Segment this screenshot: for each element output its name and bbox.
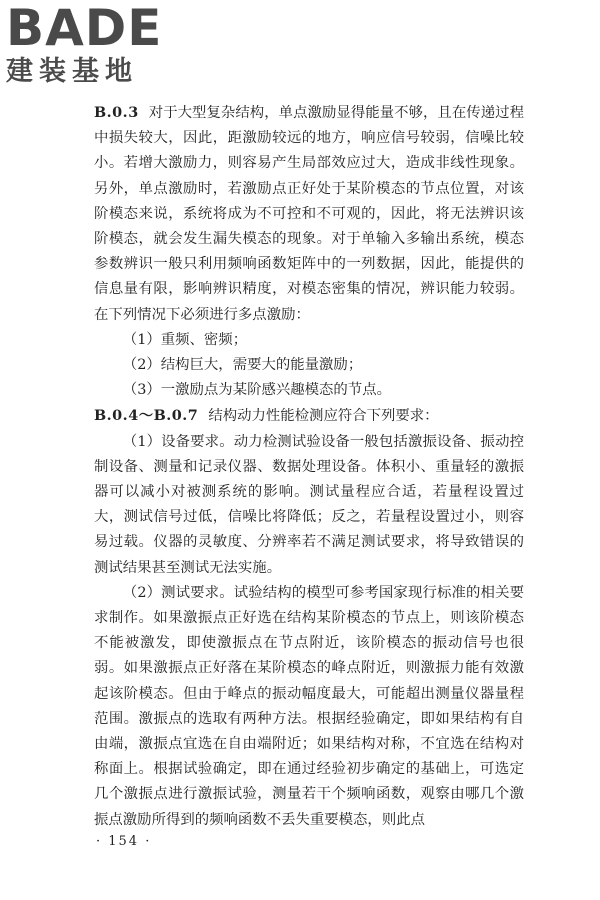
clause-number: B.0.3 [94, 104, 139, 121]
logo-subtitle: 建装基地 [6, 56, 138, 87]
paragraph: （1）设备要求。动力检测试验设备一般包括激振设备、振动控制设备、测量和记录仪器、数据处理设备。体积小、重量轻的激振器可以减小对被测系统的影响。测试量程应合适，若量程设置过大，测试信号过低，信噪比将降低；反之，若量程设置过小，则容易过载。仪器的灵敏度、分辨率若不满足测试要求，将导致错误的测试结果甚至测试无法实施。 [94, 433, 524, 576]
list-item: （1）重频、密频； [122, 331, 248, 348]
clause-number: B.0.4～B.0.7 [94, 407, 199, 425]
body-text [94, 100, 524, 833]
clause-text: 对于大型复杂结构，单点激励显得能量不够，且在传递过程中损失较大，因此，距激励较远的地方，响应信号较弱，信噪比较小。若增大激励力，则容易产生局部效应过大，造成非线性现象。另外，单点激励时，若激励点正好处于某阶模态的节点位置，对该阶模态来说，系统将成为不可控和不可观的，因此，将无法辨识该阶模态，就会发生漏失模态的现象。对于单输入多输出系统，模态参数辨识一般只利用频响函数矩阵中的一列数据，因此，能提供的信息量有限，影响辨识精度，对模态密集的情况，辨识能力较弱。在下列情况下必须进行多点激励： [94, 105, 524, 323]
page-number: · 154 · [96, 834, 152, 849]
clause-text: 结构动力性能检测应符合下列要求： [208, 408, 439, 425]
clause-b03 [94, 100, 524, 328]
paragraph: （2）测试要求。试验结构的模型可参考国家现行标准的相关要求制作。如果激振点正好选在结构某阶模态的节点上，则该阶模态不能被激发，即使激振点在节点附近，该阶模态的振动信号也很弱。如果激振点正好落在某阶模态的峰点附近，则激振力能有效激起该阶模态。但由于峰点的振动幅度最大，可能超出测量仪器量程范围。激振点的选取有两种方法。根据经验确定，即如果结构有自由端，激振点宜选在自由端附近；如果结构对称，不宜选在结构对称面上。根据试验确定，即在通过经验初步确定的基础上，可选定几个激振点进行激振试验，测量若干个频响函数，观察由哪几个激振点激励所得到的频响函数不丢失重要模态，则此点 [94, 584, 524, 828]
list-item: （3）一激励点为某阶感兴趣模态的节点。 [122, 382, 391, 399]
logo-wordmark: BADE [6, 0, 163, 57]
list-item: （2）结构巨大，需要大的能量激励； [122, 357, 363, 374]
clause-b04-b07 [94, 403, 524, 429]
bade-logo [6, 2, 176, 88]
